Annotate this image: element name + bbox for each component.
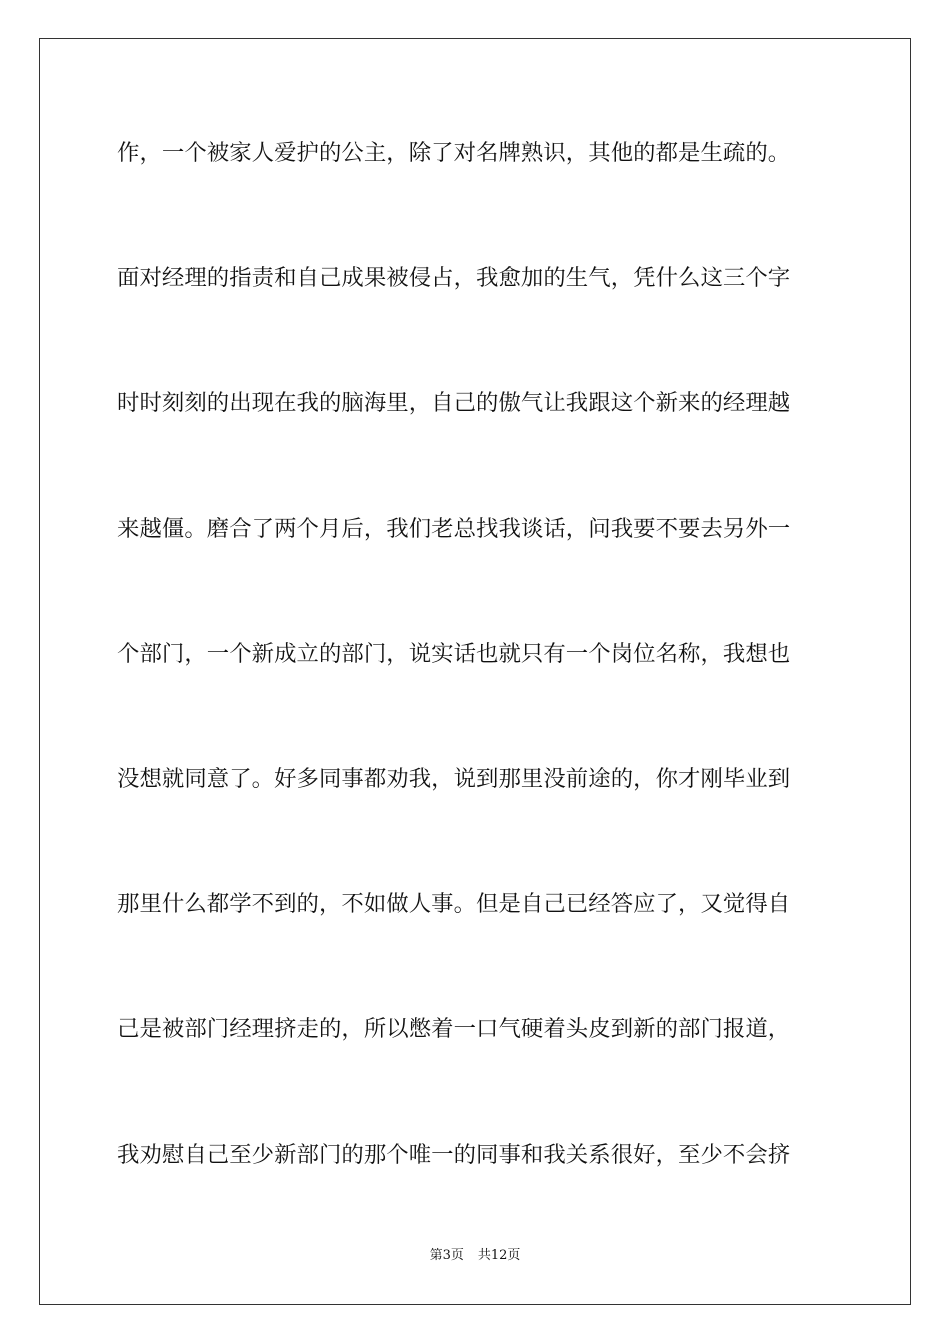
text-line: 己是被部门经理挤走的，所以憋着一口气硬着头皮到新的部门报道， (117, 1016, 791, 1043)
text-line: 那里什么都学不到的，不如做人事。但是自己已经答应了，又觉得自 (117, 891, 791, 918)
text-line: 没想就同意了。好多同事都劝我，说到那里没前途的，你才刚毕业到 (117, 765, 791, 792)
text-line: 来越僵。磨合了两个月后，我们老总找我谈话，问我要不要去另外一 (117, 515, 791, 542)
text-line: 面对经理的指责和自己成果被侵占，我愈加的生气，凭什么这三个字 (117, 265, 791, 292)
text-line: 我劝慰自己至少新部门的那个唯一的同事和我关系很好，至少不会挤 (117, 1141, 791, 1168)
text-line: 时时刻刻的出现在我的脑海里，自己的傲气让我跟这个新来的经理越 (117, 390, 791, 417)
document-body (117, 133, 833, 1260)
page-footer (0, 1247, 950, 1265)
text-line: 作，一个被家人爱护的公主，除了对名牌熟识，其他的都是生疏的。 (117, 140, 791, 166)
page-number: 第3页 (429, 1248, 464, 1263)
page-total: 共12页 (477, 1248, 521, 1263)
text-line: 个部门，一个新成立的部门，说实话也就只有一个岗位名称，我想也 (117, 640, 791, 667)
